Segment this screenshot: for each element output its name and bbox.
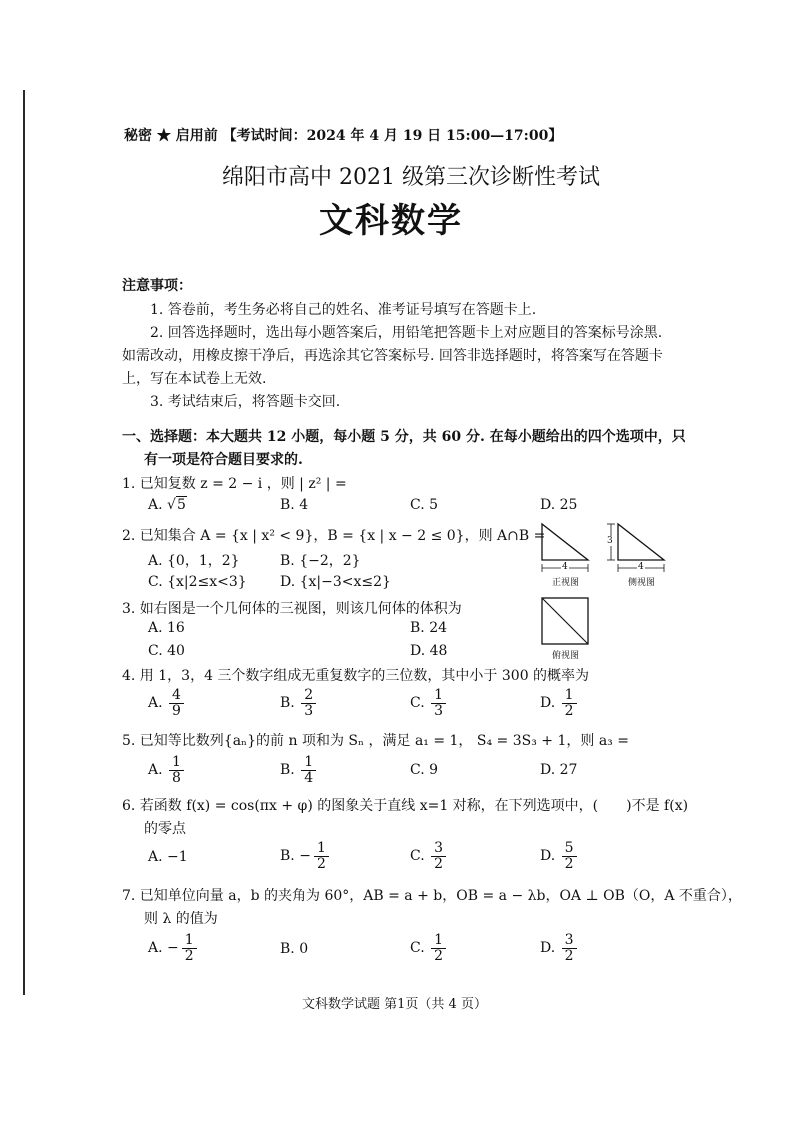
q7-c-label: C. [410,940,425,957]
q6-b-sign: − [299,848,311,865]
q4-b-fraction: $\frac{2}{3}$ [301,688,316,718]
front-view-triangle [542,524,588,560]
q5-option-b [280,755,318,785]
secret-line: 秘密 ★ 启用前 【考试时间：2024 年 4 月 19 日 15:00—17:00】 [124,128,563,144]
front-view-label: 正视图 [552,578,580,588]
q6-stem-cont: 的零点 [144,821,186,837]
q4-c-fraction: $\frac{1}{3}$ [431,688,446,718]
q6-b-label: B. [280,848,295,865]
q7-option-b: B. 0 [280,941,309,957]
q5-b-label: B. [280,762,295,779]
q1-option-c: C. 5 [410,497,439,513]
q7-option-a [148,933,199,963]
q7-stem: 7. 已知单位向量 a，b 的夹角为 60°，AB = a + b，OB = a − λb，OA ⊥ OB（O，A 不重合）， [122,888,742,904]
q5-a-label: A. [148,762,163,779]
notice-item-1: 1. 答卷前，考生务必将自己的姓名、准考证号填写在答题卡上. [150,302,537,318]
q1-a-radicand: 5 [176,497,186,513]
q5-option-d: D. 27 [540,762,578,778]
q5-stem: 5. 已知等比数列{aₙ}的前 n 项和为 Sₙ ，满足 a₁ = 1， S₄ = 3S₃ + 1，则 a₃ = [122,733,629,749]
q1-option-a [148,497,187,513]
subject-title: 文科数学 [319,201,463,241]
notice-item-2: 2. 回答选择题时，选出每小题答案后，用铅笔把答题卡上对应题目的答案标号涂黑. [150,325,663,341]
q6-c-label: C. [410,848,425,865]
side-dim-arrows [607,524,664,572]
side-height-label: 3 [607,536,613,546]
q7-option-d [540,933,579,963]
q3-stem: 3. 如右图是一个几何体的三视图，则该几何体的体积为 [122,601,462,617]
q3-option-b: B. 24 [410,620,448,636]
page-footer: 文科数学试题 第1页（共 4 页） [302,997,487,1012]
q4-d-label: D. [540,695,556,712]
sqrt-symbol: √5 [167,497,186,513]
q6-option-c [410,841,448,871]
section-heading-cont: 有一项是符合题目要求的. [144,452,303,468]
q4-option-d [540,688,579,718]
q5-a-fraction: $\frac{1}{8}$ [169,755,184,785]
q4-option-c [410,688,448,718]
q6-d-fraction: $\frac{5}{2}$ [562,841,577,871]
q7-option-c [410,933,448,963]
notice-heading: 注意事项： [122,278,192,294]
q6-stem: 6. 若函数 f(x) = cos(πx + φ) 的图象关于直线 x=1 对称，在下列选项中，( )不是 f(x) [122,798,689,814]
q3-option-a: A. 16 [148,620,185,636]
q5-b-fraction: $\frac{1}{4}$ [301,755,316,785]
front-dim-label: 4 [562,562,568,572]
notice-item-2-cont: 如需改动，用橡皮擦干净后，再选涂其它答案标号. 回答非选择题时，将答案写在答题卡 [122,348,663,364]
q4-d-fraction: $\frac{1}{2}$ [562,688,577,718]
q4-option-a [148,688,186,718]
q1-option-b: B. 4 [280,497,309,513]
q2-option-a: A. {0，1，2} [148,553,240,569]
q7-a-fraction: $\frac{1}{2}$ [182,933,197,963]
side-dim-label: 4 [638,562,644,572]
q1-stem: 1. 已知复数 z = 2 − i ，则 | z² | = [122,476,347,492]
top-view-diagonal [542,598,588,644]
top-view-label: 俯视图 [552,651,580,661]
notice-item-2-end: 上，写在本试卷上无效. [122,371,267,387]
q5-option-a [148,755,186,785]
q6-d-label: D. [540,848,556,865]
q4-option-b [280,688,318,718]
q1-option-d: D. 25 [540,497,578,513]
q2-option-d: D. {x|−3<x≤2} [280,574,391,590]
q7-a-sign: − [167,940,179,957]
q6-option-b [280,841,331,871]
side-view-label: 侧视图 [628,578,656,588]
q3-option-c: C. 40 [148,643,185,659]
q6-option-a: A. −1 [148,849,188,865]
q6-option-d [540,841,579,871]
side-view-triangle [618,524,664,560]
q7-stem-cont: 则 λ 的值为 [144,911,218,927]
q4-a-fraction: $\frac{4}{9}$ [169,688,184,718]
q7-c-fraction: $\frac{1}{2}$ [431,933,446,963]
q4-stem: 4. 用 1，3，4 三个数字组成无重复数字的三位数，其中小于 300 的概率为 [122,668,590,684]
q4-c-label: C. [410,695,425,712]
q7-a-label: A. [148,940,163,957]
q5-option-c: C. 9 [410,762,439,778]
q4-b-label: B. [280,695,295,712]
q4-a-label: A. [148,695,163,712]
q6-c-fraction: $\frac{3}{2}$ [431,841,446,871]
exam-title: 绵阳市高中 2021 级第三次诊断性考试 [222,165,600,190]
q1-a-label: A. [148,497,163,513]
q2-stem: 2. 已知集合 A = {x | x² < 9}，B = {x | x − 2 ≤ 0}，则 A∩B = [122,528,546,544]
q3-option-d: D. 48 [410,643,448,659]
q7-d-fraction: $\frac{3}{2}$ [562,933,577,963]
notice-item-3: 3. 考试结束后，将答题卡交回. [150,394,341,410]
q6-b-fraction: $\frac{1}{2}$ [314,841,329,871]
q2-option-c: C. {x|2≤x<3} [148,574,247,590]
q2-option-b: B. {−2，2} [280,553,361,569]
left-margin-line [23,90,25,995]
q7-d-label: D. [540,940,556,957]
section-heading: 一、选择题：本大题共 12 小题，每小题 5 分，共 60 分. 在每小题给出的四个选项中，只 [122,429,686,445]
